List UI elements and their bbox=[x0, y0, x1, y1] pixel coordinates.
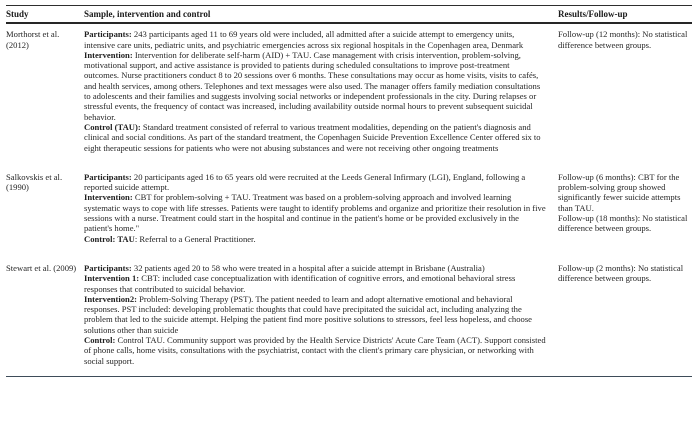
intervention-1-paragraph bbox=[84, 273, 546, 294]
paragraph-text: Control TAU. Community support was provided by the Health Service Districts' Acute Care Team (ACT). Support consisted of phone calls, home visits, consultations with the psychiatrist, contact with the client's primary care physician, or networking with social support. bbox=[84, 335, 546, 366]
paragraph-label: Participants: bbox=[84, 262, 132, 273]
results-cell bbox=[558, 167, 692, 258]
column-header-sample: Sample, intervention and control bbox=[84, 6, 558, 24]
paragraph-text: 32 patients aged 20 to 58 who were treated in a hospital after a suicide attempt in Brisbane (Australia) bbox=[131, 262, 485, 273]
followup-result: Follow-up (12 months): No statistical difference between groups. bbox=[558, 29, 688, 50]
study-cell: Stewart et al. (2009) bbox=[6, 258, 84, 376]
participants-paragraph bbox=[84, 263, 546, 273]
paragraph-text: CBT: included case conceptualization with identification of cognitive errors, and emotional behavioral stress responses that contributed to suicidal behavior. bbox=[84, 273, 516, 294]
intervention-paragraph bbox=[84, 50, 546, 122]
paragraph-label: Participants: bbox=[84, 171, 132, 182]
participants-paragraph bbox=[84, 172, 546, 193]
paragraph-text: Standard treatment consisted of referral to various treatment modalities, depending on the patient's diagnosis and clinical and social conditions. As part of the standard treatment, the Copenhagen Suicide Prevention Excellence Center offered six to eight therapeutic sessions for patients who were not abusing substances and were not receiving other ongoing treatments bbox=[84, 121, 541, 153]
sample-cell bbox=[84, 23, 558, 167]
control-paragraph bbox=[84, 335, 546, 366]
control-paragraph bbox=[84, 234, 546, 244]
paragraph-text: : Referral to a General Practitioner. bbox=[134, 233, 256, 244]
column-header-results: Results/Follow-up bbox=[558, 6, 692, 24]
paragraph-label: Intervention 1: bbox=[84, 273, 140, 284]
participants-paragraph bbox=[84, 29, 546, 50]
paragraph-text: Intervention for deliberate self-harm (AID) + TAU. Case management with crisis intervention, problem-solving, motivational support, and active assistance is provided to patients during scheduled consultations to improve post-treatment outcomes. Nurse practitioners conduct 8 to 20 sessions over 6 months. These consultations may occur as home visits, visits to cafés, and health services, among others. Telephones and text messages were also used. The manager offers family mediation consultations to adolescents and their families and suggests involving social networks or independent professionals in the city. During relapses or stressful events, the frequency of contact was increased, including availability outside normal hours to prevent subsequent suicidal behavior. bbox=[84, 49, 541, 122]
table-row-stewart-2009 bbox=[6, 258, 692, 376]
paragraph-label: Control: TAU bbox=[84, 233, 135, 244]
paragraph-text: 243 participants aged 11 to 69 years old were included, all admitted after a suicide attempt to emergency units, intensive care units, pediatric units, and psychiatric emergencies across six regional hospitals in the Copenhagen area, Denmark bbox=[84, 29, 524, 50]
paragraph-label: Intervention: bbox=[84, 192, 133, 203]
table-row-salkovskis-1990 bbox=[6, 167, 692, 258]
table-header-row bbox=[6, 6, 692, 24]
paragraph-text: Problem-Solving Therapy (PST). The patient needed to learn and adopt alternative emotional and behavioral responses. PST included: developing problematic thoughts that could have precipitated the suicidal act, including analyzing the problem that led to the suicide attempt. Helping the patient find more positive solutions to stressors, feel less hopeless, and choose solutions other than suicide bbox=[84, 293, 532, 335]
followup-result: Follow-up (2 months): No statistical difference between groups. bbox=[558, 262, 684, 284]
followup-result: Follow-up (6 months): CBT for the problem-solving group showed significantly fewer suicide attempts than TAU. bbox=[558, 171, 681, 213]
column-header-study: Study bbox=[6, 6, 84, 24]
paragraph-label: Intervention: bbox=[84, 49, 133, 60]
control-paragraph bbox=[84, 122, 546, 153]
sample-cell bbox=[84, 167, 558, 258]
paragraph-label: Intervention2: bbox=[84, 293, 137, 304]
paragraph-label: Control (TAU): bbox=[84, 121, 141, 132]
study-cell: Salkovskis et al. (1990) bbox=[6, 171, 63, 193]
paragraph-label: Control: bbox=[84, 335, 116, 346]
results-cell bbox=[558, 258, 692, 376]
paragraph-label: Participants: bbox=[84, 29, 132, 40]
study-cell: Morthorst et al. (2012) bbox=[6, 29, 60, 50]
table-row-morthorst-2012 bbox=[6, 23, 692, 167]
paragraph-text: 20 participants aged 16 to 65 years old were recruited at the Leeds General Infirmary (LGI), England, following a reported suicide attempt. bbox=[84, 171, 526, 193]
intervention-paragraph bbox=[84, 192, 546, 233]
followup-result: Follow-up (18 months): No statistical difference between groups. bbox=[558, 213, 688, 234]
sample-cell bbox=[84, 258, 558, 376]
intervention-2-paragraph bbox=[84, 294, 546, 335]
studies-review-table bbox=[6, 5, 692, 377]
paragraph-text: CBT for problem-solving + TAU. Treatment was based on a problem-solving approach and involved learning systematic ways to cope with life stresses. Patients were taught to identify problems and organize and prioritize their resolution in five sessions with a nurse. Treatment could start in the hospital and continue in the patient's home or be provided exclusively in the patient's home." bbox=[84, 192, 546, 234]
results-cell bbox=[558, 23, 692, 167]
